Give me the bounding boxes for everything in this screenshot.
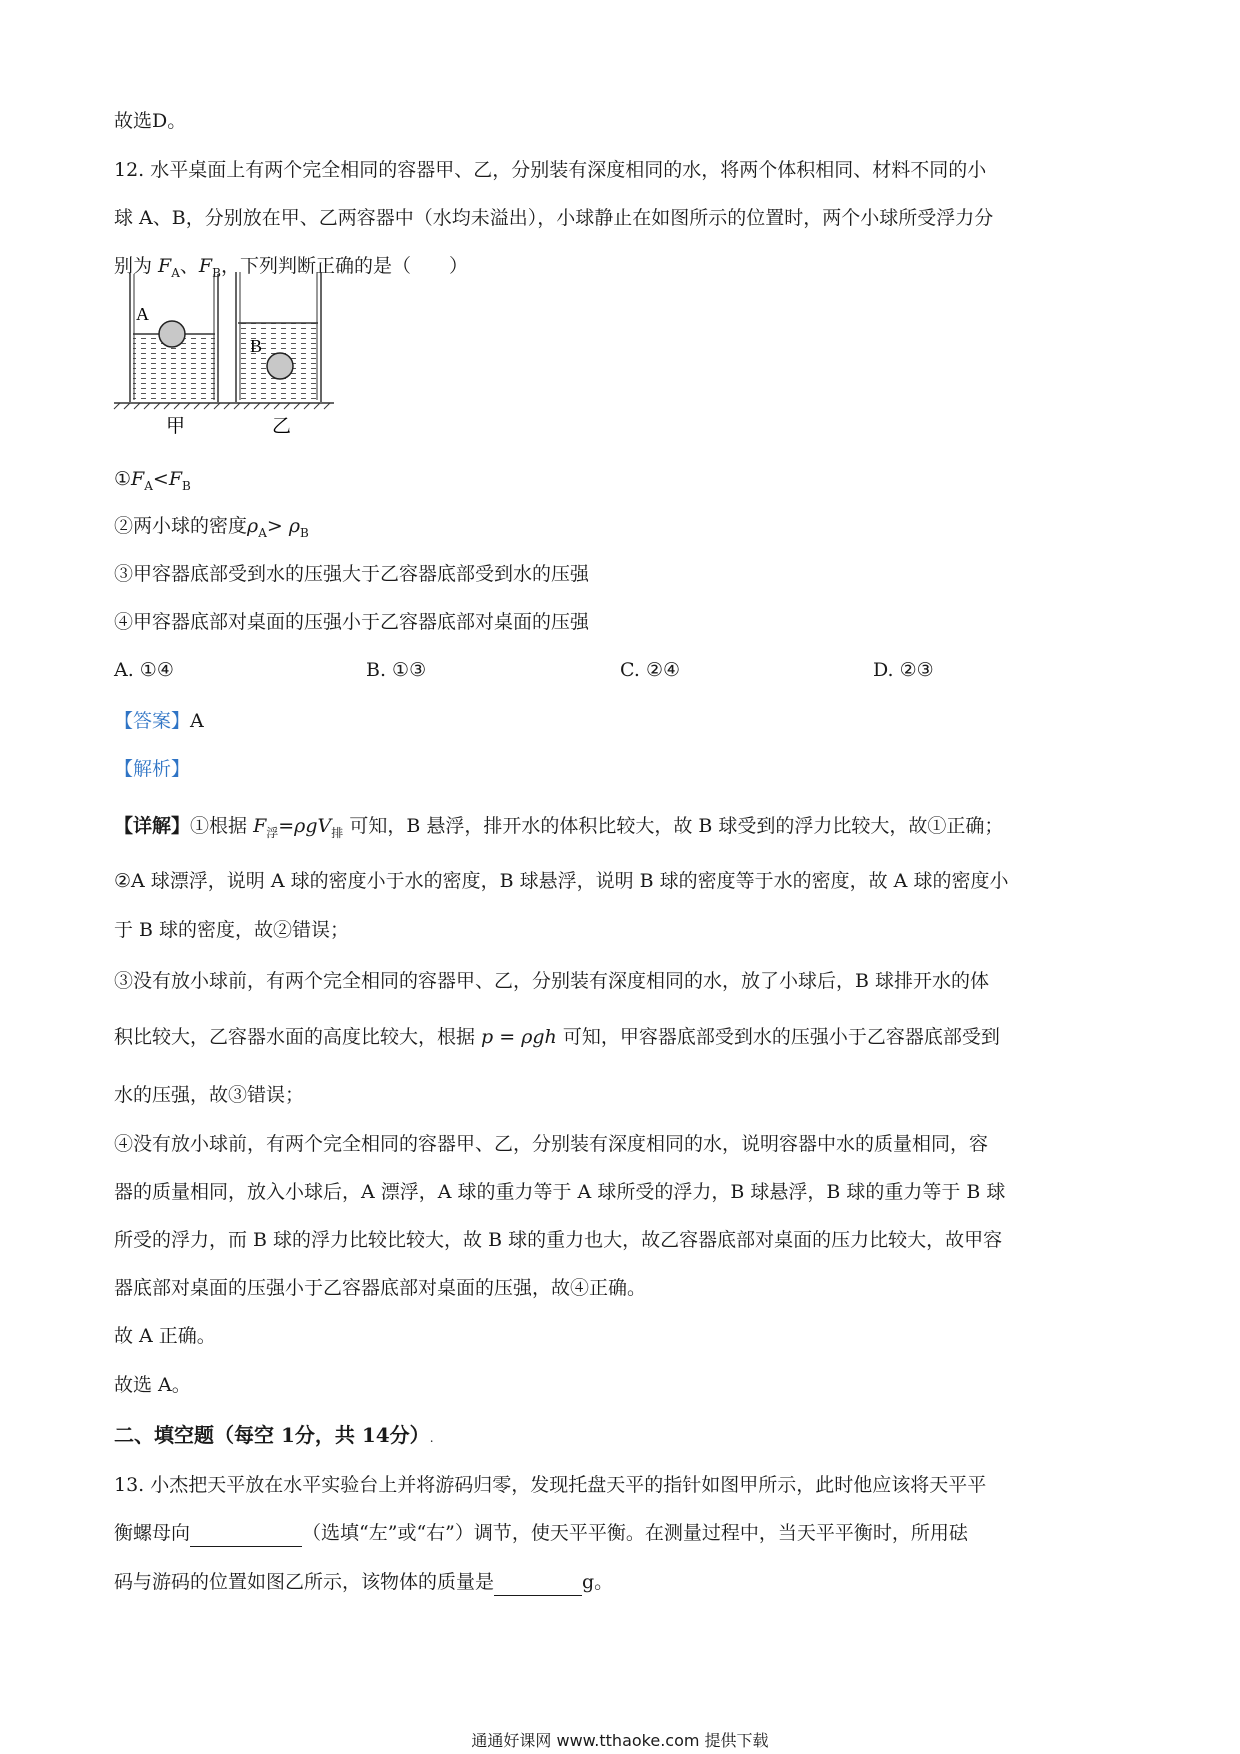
q13-line-1: 13. 小杰把天平放在水平实验台上并将游码归零，发现托盘天平的指针如图甲所示，此时他应该将天平平 [114,1474,987,1496]
d1-f: F [253,815,267,837]
detail-4-line-1: ④没有放小球前，有两个完全相同的容器甲、乙，分别装有深度相同的水，说明容器中水的质量相同，容 [114,1133,989,1155]
detail-3-line-3: 水的压强，故③错误； [114,1084,305,1106]
label-jia: 甲 [166,415,186,437]
container-yi [236,272,321,402]
fa-subscript: A [171,265,180,280]
q13-line-3-post: g。 [582,1571,614,1593]
d3-formula: p = ρgh [481,1026,557,1048]
d3-post: 可知，甲容器底部受到水的压强小于乙容器底部受到 [556,1026,1000,1048]
analysis-tag: 【解析】 [114,758,191,780]
detail-4-line-3: 所受的浮力，而 B 球的浮力比较比较大，故 B 球的重力也大，故乙容器底部对桌面的压力比较大，故甲容 [114,1229,1003,1251]
stmt1-sub-b: B [182,478,191,493]
answer-blank-mass[interactable] [494,1569,582,1596]
ball-b [267,353,293,379]
stmt2-pre: ②两小球的密度 [114,515,248,537]
prev-answer-tail: 故选D。 [114,110,187,132]
stmt2-rho-b: ρ [288,515,300,537]
q13-line-2-pre: 衡螺母向 [114,1522,191,1544]
detail-tag: 【详解】 [114,815,191,837]
option-c: C. ②④ [620,659,681,681]
q12-line-3-pre: 别为 [114,255,159,277]
d1-pre: ①根据 [190,815,254,837]
q12-line-3-post: ，下列判断正确的是（ ） [220,255,468,277]
ball-b-label: B [250,336,263,356]
detail-3-line-2 [114,1024,1000,1050]
ball-a [159,321,185,347]
option-d: D. ②③ [873,659,934,681]
section-2-trail: . [429,1431,434,1445]
answer-blank-direction[interactable] [190,1520,302,1547]
stmt1-circle: ① [114,468,132,490]
stmt2-sub-a: A [258,525,267,540]
table-surface [114,403,334,409]
stmt1-f2: F [168,468,183,490]
q13-line-3 [114,1569,613,1596]
q13-line-2-post: （选填“左”或“右”）调节，使天平平衡。在测量过程中，当天平平衡时，所用砝 [302,1522,968,1544]
conclusion-1: 故 A 正确。 [114,1325,216,1347]
answer-tag: 【答案】 [114,710,191,732]
stmt2-rho-a: ρ [247,515,259,537]
q13-line-3-pre: 码与游码的位置如图乙所示，该物体的质量是 [114,1571,495,1593]
detail-4-line-4: 器底部对桌面的压强小于乙容器底部对桌面的压强，故④正确。 [114,1277,647,1299]
detail-4-line-2: 器的质量相同，放入小球后，A 漂浮，A 球的重力等于 A 球所受的浮力，B 球悬浮，B 球的重力等于 B 球 [114,1181,1006,1203]
stmt1-lt: < [152,468,169,490]
statement-1 [114,466,191,499]
page-footer: 通通好课网 www.tthaoke.com 提供下载 [471,1731,769,1750]
fb-subscript: B [212,265,221,280]
d1-eq: =ρg [278,815,318,837]
section-2-title-text: 二、填空题（每空 1分，共 14分） [114,1423,430,1447]
d1-sub-fu: 浮 [266,825,279,840]
statement-2 [114,513,309,546]
conclusion-2: 故选 A。 [114,1374,191,1396]
detail-2-line-2: 于 B 球的密度，故②错误； [114,919,350,941]
d3-pre: 积比较大，乙容器水面的高度比较大，根据 [114,1026,482,1048]
containers-figure [110,266,340,441]
q12-line-2: 球 A、B，分别放在甲、乙两容器中（水均未溢出），小球静止在如图所示的位置时，两个小球所受浮力分 [114,207,994,229]
fa-symbol: F [158,255,172,277]
statement-4: ④甲容器底部对桌面的压强小于乙容器底部对桌面的压强 [114,611,590,633]
d1-v: V [317,815,332,837]
detail-line-1 [114,813,1003,846]
stmt2-gt: > [266,515,289,537]
d1-sub-pai: 排 [331,825,344,840]
section-2-title [114,1422,434,1451]
answer-value: A [190,710,204,732]
analysis-line [114,756,190,782]
ball-a-label: A [136,304,149,324]
statement-3: ③甲容器底部受到水的压强大于乙容器底部受到水的压强 [114,563,590,585]
option-a: A. ①④ [114,659,174,681]
option-b: B. ①③ [366,659,427,681]
d1-post: 可知，B 悬浮，排开水的体积比较大，故 B 球受到的浮力比较大，故①正确； [343,815,1004,837]
fb-symbol: F [198,255,213,277]
stmt1-f: F [131,468,145,490]
stmt2-sub-b: B [300,525,309,540]
detail-3-line-1: ③没有放小球前，有两个完全相同的容器甲、乙，分别装有深度相同的水，放了小球后，B 球排开水的体 [114,970,990,992]
q13-line-2 [114,1520,968,1547]
stmt1-sub-a: A [144,478,153,493]
label-yi: 乙 [272,415,292,437]
detail-2-line-1: ②A 球漂浮，说明 A 球的密度小于水的密度，B 球悬浮，说明 B 球的密度等于水的密度，故 A 球的密度小 [114,870,1009,892]
separator: 、 [179,255,199,277]
answer-line [114,708,204,734]
q12-line-1: 12. 水平桌面上有两个完全相同的容器甲、乙，分别装有深度相同的水，将两个体积相同、材料不同的小 [114,159,987,181]
